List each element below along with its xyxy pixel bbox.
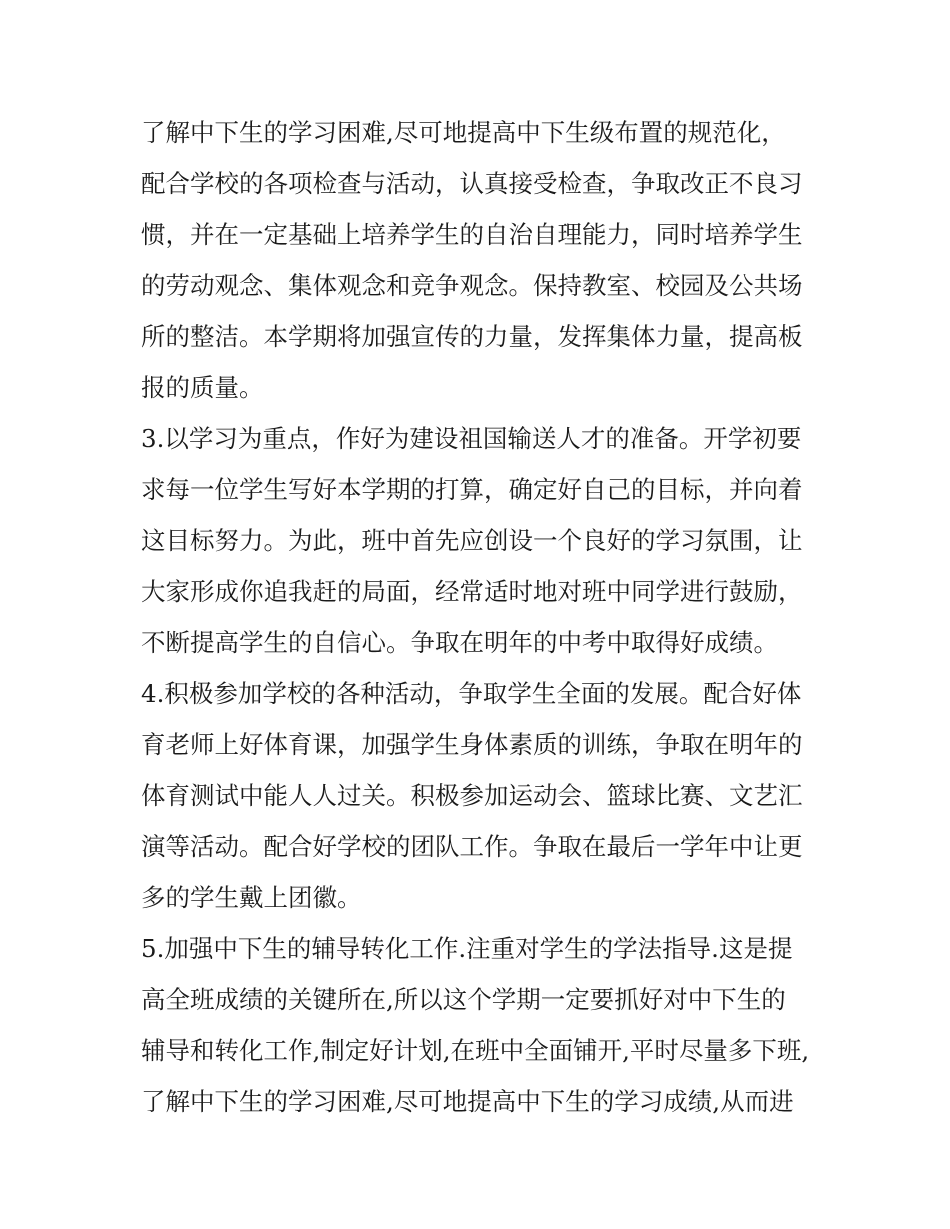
text-line: 报的质量。	[141, 373, 264, 402]
text-line: 配合学校的各项检查与活动，认真接受检查，争取改正不良习	[141, 169, 803, 198]
body-text	[141, 107, 821, 1127]
text-line: 了解中下生的学习困难,尽可地提高中下生级布置的规范化，	[141, 118, 786, 147]
text-line: 这目标努力。为此，班中首先应创设一个良好的学习氛围，让	[141, 526, 803, 555]
text-line: 辅导和转化工作,制定好计划,在班中全面铺开,平时尽量多下班,	[141, 1036, 810, 1065]
text-line: 惯，并在一定基础上培养学生的自治自理能力，同时培养学生	[141, 220, 803, 249]
text-line: 体育测试中能人人过关。积极参加运动会、篮球比赛、文艺汇	[141, 781, 803, 810]
text-line: 求每一位学生写好本学期的打算，确定好自己的目标，并向着	[141, 475, 803, 504]
text-line: 高全班成绩的关键所在,所以这个学期一定要抓好对中下生的	[141, 985, 786, 1014]
text-line: 了解中下生的学习困难,尽可地提高中下生的学习成绩,从而进	[141, 1087, 794, 1116]
text-line: 的劳动观念、集体观念和竞争观念。保持教室、校园及公共场	[141, 271, 803, 300]
text-line: 所的整洁。本学期将加强宣传的力量，发挥集体力量，提高板	[141, 322, 803, 351]
text-line: 大家形成你追我赶的局面，经常适时地对班中同学进行鼓励，	[141, 577, 803, 606]
text-line: 3.以学习为重点，作好为建设祖国输送人才的准备。开学初要	[141, 424, 802, 453]
text-line: 演等活动。配合好学校的团队工作。争取在最后一学年中让更	[141, 832, 803, 861]
text-line: 5.加强中下生的辅导转化工作.注重对学生的学法指导.这是提	[141, 934, 793, 963]
text-line: 4.积极参加学校的各种活动，争取学生全面的发展。配合好体	[141, 679, 802, 708]
text-line: 不断提高学生的自信心。争取在明年的中考中取得好成绩。	[141, 628, 778, 657]
text-line: 育老师上好体育课，加强学生身体素质的训练，争取在明年的	[141, 730, 803, 759]
text-line: 多的学生戴上团徽。	[141, 883, 362, 912]
